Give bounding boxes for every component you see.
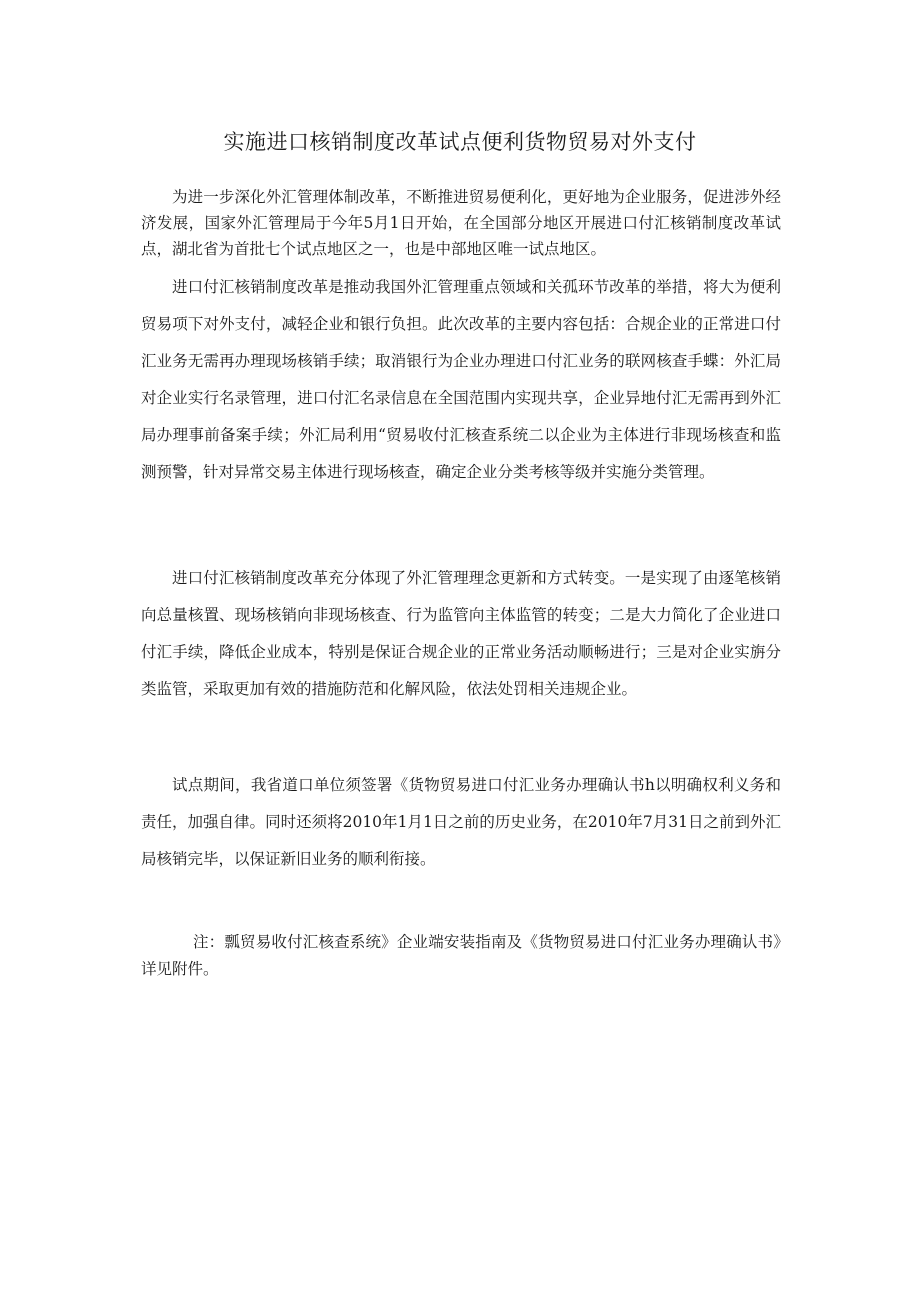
attachment-note: 注：瓢贸易收付汇核查系统》企业端安装指南及《货物贸易进口付汇业务办理确认书》详见附件。 [141, 933, 781, 978]
paragraph-3: 进口付汇核销制度改革充分体现了外汇管理理念更新和方式转变。一是实现了由逐笔核销向总量核置、现场核销向非现场核查、行为监管向主体监管的转变；二是大力简化了企业进口付汇手续，降低企业成本，特别是保证合规企业的正常业务活动顺畅进行；三是对企业实旃分类监管，采取更加有效的措施防范和化解风险，依法处罚相关违规企业。 [141, 569, 781, 698]
paragraph-2: 进口付汇核销制度改革是推动我国外汇管理重点领域和关孤环节改革的举措，将大为便利贸易项下对外支付，减轻企业和银行负担。此次改革的主要内容包括：合规企业的正常进口付汇业务无需再办理现场核销手续；取消银行为企业办理进口付汇业务的联网核查手蝶：外汇局对企业实行名录管理，进口付汇名录信息在全国范围内实现共享，企业异地付汇无需再到外汇局办理事前备案手续；外汇局利用“贸易收付汇核查系统二以企业为主体进行非现场核查和监测预警，针对异常交易主体进行现场核查，确定企业分类考核等级并实施分类管理。 [141, 278, 781, 481]
paragraph-4: 试点期间，我省道口单位须签署《货物贸易进口付汇业务办理确认书h以明确权利义务和责任，加强自律。同时还须将2010年1月1日之前的历史业务，在2010年7月31日之前到外汇局核销完毕，以保证新旧业务的顺利衔接。 [141, 776, 781, 868]
paragraph-1: 为进一步深化外汇管理体制改革，不断推进贸易便利化，更好地为企业服务，促进涉外经济发展，国家外汇管理局于今年5月1日开始，在全国部分地区开展进口付汇核销制度改革试点，湖北省为首批七个试点地区之一，也是中部地区唯一试点地区。 [141, 188, 781, 258]
document-title: 实施进口核销制度改革试点便利货物贸易对外支付 [223, 130, 697, 154]
